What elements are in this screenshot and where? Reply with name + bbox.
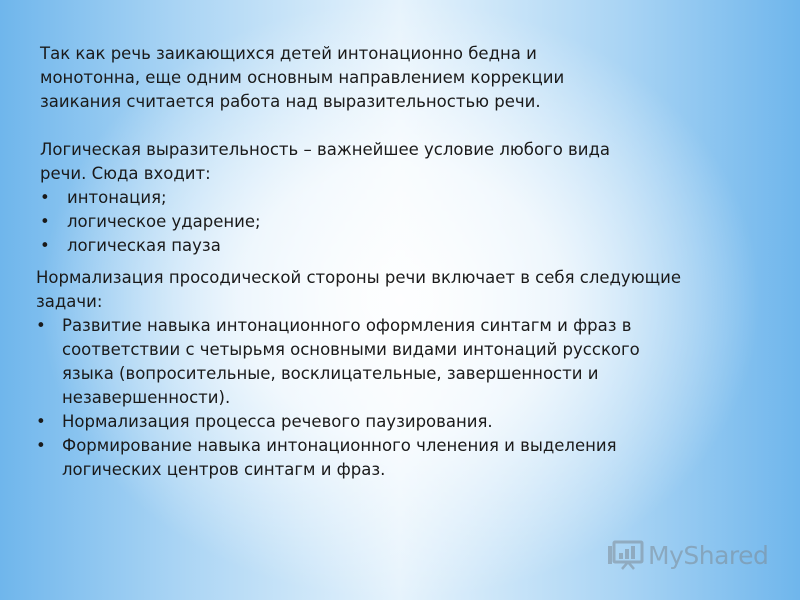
list-item: • Формирование навыка интонационного членения и выделения логических центров синтагм и фраз. xyxy=(36,434,696,482)
list-item: • логическое ударение; xyxy=(40,210,640,234)
paragraph-logical-expressiveness: Логическая выразительность – важнейшее условие любого вида речи. Сюда входит: xyxy=(40,140,611,183)
paragraph-gap xyxy=(40,114,640,138)
expressiveness-list xyxy=(40,186,640,258)
list-item: • Нормализация процесса речевого паузирования. xyxy=(36,410,696,434)
list-item: • интонация; xyxy=(40,186,640,210)
paragraph-intro: Так как речь заикающихся детей интонационно бедна и монотонна, еще одним основным направлением коррекции заикания считается работа над выразительностью речи. xyxy=(40,44,565,111)
presentation-screen-icon xyxy=(608,540,644,570)
paragraph-prosody-intro: Нормализация просодической стороны речи включает в себя следующие задачи: xyxy=(36,268,681,311)
list-item: • логическая пауза xyxy=(40,234,640,258)
myshared-watermark xyxy=(608,538,768,572)
text-block-prosody-tasks xyxy=(36,266,696,482)
text-block-expressiveness xyxy=(40,42,640,258)
logo-text: MyShared xyxy=(648,540,769,570)
list-item: • Развитие навыка интонационного оформления синтагм и фраз в соответствии с четырьмя основными видами интонаций русского языка (вопросительные, восклицательные, завершенности и незавершенности). xyxy=(36,314,696,410)
tasks-list xyxy=(36,314,696,482)
